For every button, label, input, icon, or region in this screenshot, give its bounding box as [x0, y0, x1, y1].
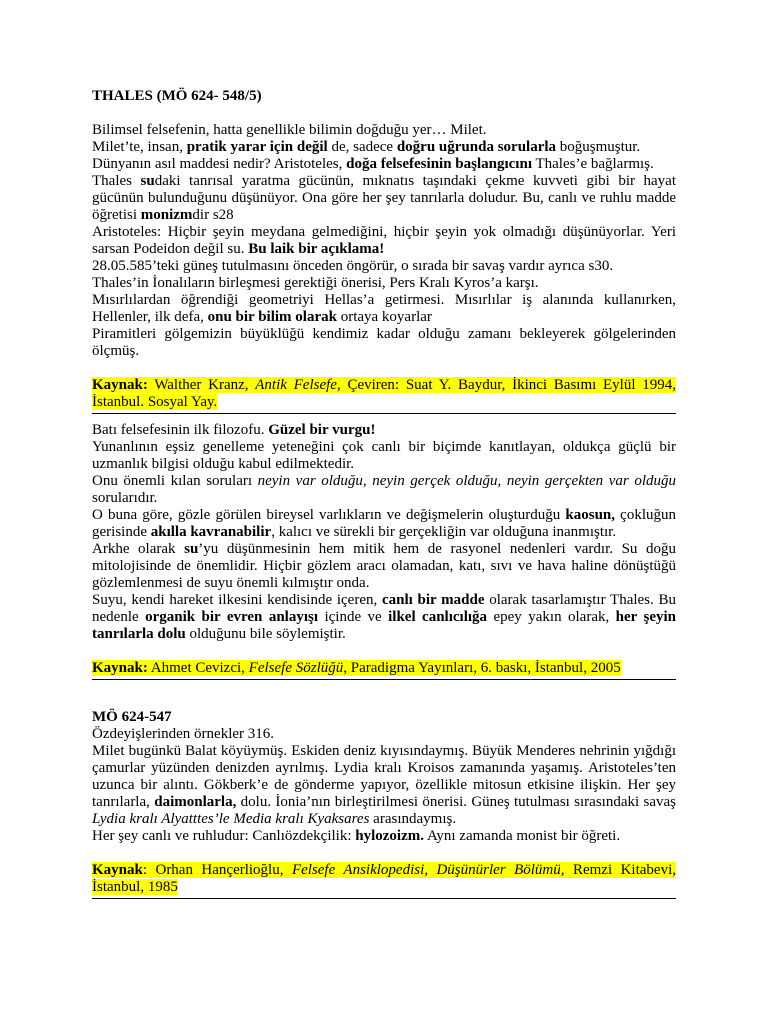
text-run: Aynı zamanda monist bir öğreti. — [424, 828, 621, 844]
text-run: ortaya koyarlar — [336, 309, 432, 325]
text-run: ’yu düşünmesinin hem mitik hem de rasyonel nedenleri vardır. Su doğu mitolojisinde de önemlidir. Hiçbir gözlem aracı olamadan, katı, sıvı ve hava haline dönüştüğü gözlemlenmesi de suyu önemli kılmıştır onda. — [92, 541, 676, 591]
paragraph — [92, 507, 676, 541]
paragraph — [92, 275, 676, 292]
text-run: olarak tasarlamıştır Thales. Bu nedenle — [92, 592, 676, 625]
text-run: 28.05.585’teki güneş tutulmasını önceden öngörür, o sırada bir savaş vardır ayrıca s30. — [92, 258, 614, 274]
section-body — [92, 122, 676, 360]
source-highlight — [92, 862, 676, 895]
paragraph — [92, 828, 676, 845]
paragraph — [92, 439, 676, 473]
text-run: Thales’e bağlarmış. — [531, 156, 654, 172]
text-run: Remzi Kitabevi, İstanbul, 1985 — [92, 862, 676, 895]
divider — [92, 413, 676, 414]
text-run: Arkhe olarak — [92, 541, 185, 557]
text-run: Piramitleri gölgemizin büyüklüğü kendimiz kadar olduğu zamanı bekleyerek gölgelerinden ölçmüş. — [92, 326, 676, 359]
bold-text: Kaynak — [92, 862, 143, 878]
bold-text: su — [140, 173, 155, 189]
text-run: : Orhan Hançerlioğlu, — [142, 862, 292, 878]
source-citation — [92, 862, 676, 896]
bold-text: daimonlarla, — [154, 794, 237, 810]
text-run: Milet bugünkü Balat köyüymüş. Eskiden deniz kıyısındaymış. Büyük Menderes nehrinin yığdığı çamurlar yüzünden denizden ayrılmış. Lydia kralı Kroisos zamanında yaşamış. Aristoteles’ten uzunca bir alıntı. Gökberk’e de gönderme yapıyor, özellikle mitosun etkisine ilişkin. Her şey tanrılarla, — [92, 743, 676, 810]
text-run: Mısırlılardan öğrendiği geometriyi Hellas’a getirmesi. Mısırlılar iş alanında kullanırken, Hellenler, ilk defa, — [92, 292, 676, 325]
bold-text: pratik yarar için değil — [186, 139, 328, 155]
bold-text: kaosun, — [565, 507, 616, 523]
italic-text: neyin var olduğu, neyin gerçek olduğu, neyin gerçekten var olduğu — [257, 473, 676, 489]
bold-text: doğru uğrunda sorularla — [396, 139, 557, 155]
text-run: Thales’in İonalıların birleşmesi gerektiği önerisi, Pers Kralı Kyros’a karşı. — [92, 275, 539, 291]
paragraph — [92, 743, 676, 828]
bold-text: Bu laik bir açıklama! — [248, 241, 385, 257]
text-run: daki tanrısal yaratma gücünün, mıknatıs taşındaki çekme kuvveti gibi bir hayat gücünün bulunduğunu düşünüyor. Ona göre her şey tanrılarla doludur. Bu, canlı ve ruhlu madde öğretisi — [92, 173, 677, 223]
italic-text: Felsefe Ansiklopedisi, Düşünürler Bölümü, — [291, 862, 565, 878]
text-run: Her şey canlı ve ruhludur: Canlıözdekçilik: — [92, 828, 356, 844]
source-citation — [92, 377, 676, 411]
text-run: Walther Kranz, — [147, 377, 256, 393]
italic-text: Antik Felsefe — [255, 377, 337, 393]
bold-text: Güzel bir vurgu! — [268, 422, 376, 438]
section-title: THALES (MÖ 624- 548/5) — [92, 88, 262, 104]
italic-text: Felsefe Sözlüğü — [248, 660, 344, 676]
text-run: , Çeviren: Suat Y. Baydur, İkinci Basımı Eylül 1994, İstanbul. Sosyal Yay. — [92, 377, 676, 410]
text-run: Suyu, kendi hareket ilkesini kendisinde içeren, — [92, 592, 382, 608]
paragraph — [92, 156, 676, 173]
text-run: Özdeyişlerinden örnekler 316. — [92, 726, 275, 742]
italic-text: Lydia kralı Alyatttes’le Media kralı Kyaksares — [92, 811, 370, 827]
text-run: de, sadece — [327, 139, 397, 155]
bold-text: Kaynak: — [92, 660, 148, 676]
paragraph — [92, 541, 676, 592]
bold-text: Kaynak: — [92, 377, 148, 393]
text-run: Milet’te, insan, — [92, 139, 187, 155]
paragraph — [92, 326, 676, 360]
text-run: Batı felsefesinin ilk filozofu. — [92, 422, 269, 438]
text-run: çokluğun gerisinde — [92, 507, 676, 540]
paragraph — [92, 258, 676, 275]
paragraph — [92, 173, 676, 224]
bold-text: her şeyin tanrılarla dolu — [92, 609, 676, 642]
section-cevizci — [92, 422, 676, 680]
text-run: Yunanlının eşsiz genelleme yeteneğini çok canlı bir biçimde kanıtlayan, oldukça güçlü bir uzmanlık bilgisi olduğu kabul edilmektedir. — [92, 439, 676, 472]
paragraph — [92, 473, 676, 507]
bold-text: su — [184, 541, 199, 557]
paragraph — [92, 122, 676, 139]
text-run: Thales — [92, 173, 141, 189]
divider — [92, 898, 676, 899]
text-run: içinde ve — [318, 609, 389, 625]
source-highlight — [92, 377, 676, 410]
bold-text: monizm — [140, 207, 193, 223]
text-run: dolu. İonia’nın birleştirilmesi önerisi. Güneş tutulması sırasındaki savaş — [236, 794, 676, 810]
bold-text: hylozoizm. — [355, 828, 425, 844]
text-run: Bilimsel felsefenin, hatta genellikle bilimin doğduğu yer… Milet. — [92, 122, 487, 138]
text-run: epey yakın olarak, — [487, 609, 616, 625]
section-body — [92, 422, 676, 643]
text-run: Onu önemli kılan soruları — [92, 473, 258, 489]
bold-text: onu bir bilim olarak — [207, 309, 337, 325]
paragraph — [92, 139, 676, 156]
bold-text: akılla kavranabilir — [150, 524, 272, 540]
text-run: , kalıcı ve sürekli bir gerçekliğin var olduğuna inanmıştır. — [271, 524, 617, 540]
text-run: Aristoteles: Hiçbir şeyin meydana gelmediğini, hiçbir şeyin yok olmadığı düşünüyorlar. Yeri sarsan Podeidon değil su. — [92, 224, 676, 257]
section-hancerlioglu — [92, 709, 676, 899]
text-run: , Paradigma Yayınları, 6. baskı, İstanbul, 2005 — [343, 660, 621, 676]
text-run: dir s28 — [192, 207, 234, 223]
text-run: Ahmet Cevizci, — [147, 660, 249, 676]
paragraph — [92, 292, 676, 326]
source-highlight — [92, 660, 621, 676]
paragraph — [92, 224, 676, 258]
paragraph — [92, 592, 676, 643]
text-run: Dünyanın asıl maddesi nedir? Aristoteles, — [92, 156, 347, 172]
source-citation — [92, 660, 676, 677]
section-title: MÖ 624-547 — [92, 709, 172, 725]
text-run: O buna göre, gözle görülen bireysel varlıkların ve değişmelerin oluşturduğu — [92, 507, 566, 523]
section-thales-kranz — [92, 88, 676, 414]
text-run: arasındaymış. — [369, 811, 457, 827]
text-run: boğuşmuştur. — [556, 139, 641, 155]
bold-text: organik bir evren anlayışı — [145, 609, 319, 625]
bold-text: ilkel canlıcılığa — [388, 609, 488, 625]
section-body — [92, 726, 676, 845]
text-run: sorularıdır. — [92, 490, 158, 506]
bold-text: canlı bir madde — [381, 592, 485, 608]
text-run: olduğunu bile söylemiştir. — [185, 626, 346, 642]
divider — [92, 679, 676, 680]
paragraph — [92, 422, 676, 439]
bold-text: doğa felsefesinin başlangıcını — [346, 156, 532, 172]
paragraph — [92, 726, 676, 743]
